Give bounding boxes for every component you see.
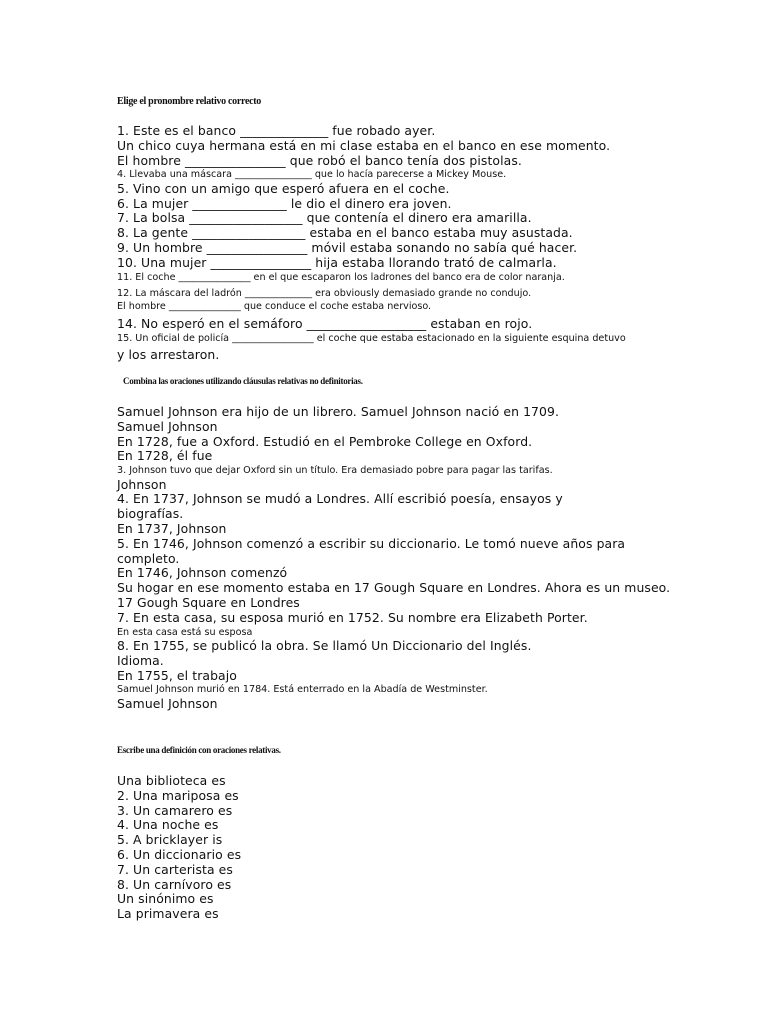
exercise-line: 7. Un carterista es (117, 861, 233, 877)
exercise-line: En 1746, Johnson comenzó (117, 565, 288, 581)
exercise-line: 15. Un oficial de policía _________________ el coche que estaba estacionado en la siguiente esquina detuvo (117, 332, 626, 344)
exercise-line: 1. Este es el banco ______________ fue robado ayer. (117, 123, 436, 138)
exercise-line: completo. (117, 550, 180, 566)
exercise-line: 4. En 1737, Johnson se mudó a Londres. Allí escribió poesía, ensayos y (117, 491, 563, 507)
exercise-line: 8. La gente __________________ estaba en el banco estaba muy asustada. (117, 225, 573, 241)
exercise-line: 10. Una mujer ________________ hija estaba llorando trató de calmarla. (117, 254, 557, 270)
exercise-line: En 1728, fue a Oxford. Estudió en el Pembroke College en Oxford. (117, 433, 533, 449)
exercise-line: En 1728, él fue (117, 448, 213, 464)
exercise-line: Un chico cuya hermana está en mi clase estaba en el banco en ese momento. (117, 137, 611, 153)
exercise-line: Samuel Johnson murió en 1784. Está enterrado en la Abadía de Westminster. (117, 684, 488, 696)
exercise-line: 4. Llevaba una máscara ________________ que lo hacía parecerse a Mickey Mouse. (117, 169, 507, 181)
exercise-list-relative-pronoun (117, 124, 626, 363)
exercise-line: 8. En 1755, se publicó la obra. Se llamó Un Diccionario del Inglés. (117, 637, 532, 653)
exercise-line: 3. Johnson tuvo que dejar Oxford sin un título. Era demasiado pobre para pagar las tarifas. (117, 465, 553, 477)
section-heading-definitions: Escribe una definición con oraciones relativas. (117, 745, 281, 755)
exercise-line: 2. Una mariposa es (117, 787, 239, 803)
exercise-line: 8. Un carnívoro es (117, 876, 232, 892)
section-heading-combine-sentences: Combina las oraciones utilizando cláusulas relativas no definitorias. (123, 376, 363, 386)
exercise-line: 12. La máscara del ladrón ______________ era obviously demasiado grande no condujo. (117, 287, 532, 299)
exercise-line: El hombre ________________ que robó el banco tenía dos pistolas. (117, 152, 522, 168)
exercise-line: Samuel Johnson (117, 695, 218, 711)
section-heading-relative-pronoun: Elige el pronombre relativo correcto (117, 96, 261, 107)
exercise-line: El hombre _______________ que conduce el coche estaba nervioso. (117, 301, 432, 313)
exercise-line: En 1755, el trabajo (117, 667, 237, 683)
exercise-line: 14. No esperó en el semáforo ___________________ estaban en rojo. (117, 315, 533, 331)
exercise-line: Su hogar en ese momento estaba en 17 Gough Square en Londres. Ahora es un museo. (117, 580, 671, 596)
exercise-line: En 1737, Johnson (117, 520, 227, 536)
exercise-line: 4. Una noche es (117, 817, 219, 833)
exercise-line: Un sinónimo es (117, 891, 214, 907)
exercise-line: Samuel Johnson (117, 418, 218, 434)
exercise-line: Una biblioteca es (117, 773, 226, 788)
exercise-line: La primavera es (117, 906, 219, 922)
exercise-line: 5. Vino con un amigo que esperó afuera en el coche. (117, 180, 450, 196)
exercise-line: Idioma. (117, 652, 164, 668)
exercise-line: Samuel Johnson era hijo de un librero. Samuel Johnson nació en 1709. (117, 404, 560, 419)
exercise-line: 5. En 1746, Johnson comenzó a escribir su diccionario. Le tomó nueve años para (117, 535, 626, 551)
exercise-line: 6. La mujer _______________ le dio el dinero era joven. (117, 195, 452, 211)
exercise-line: 7. En esta casa, su esposa murió en 1752. Su nombre era Elizabeth Porter. (117, 609, 588, 625)
exercise-line: y los arrestaron. (117, 347, 220, 362)
exercise-list-definitions (117, 774, 241, 922)
exercise-line: 7. La bolsa __________________ que contenía el dinero era amarilla. (117, 210, 532, 226)
exercise-line: 6. Un diccionario es (117, 846, 242, 862)
exercise-line: biografías. (117, 506, 184, 522)
exercise-line: En esta casa está su esposa (117, 626, 253, 638)
exercise-line: 11. El coche _______________ en el que escaparon los ladrones del banco era de color naranja. (117, 271, 565, 283)
exercise-line: Johnson (117, 476, 167, 492)
exercise-line: 5. A bricklayer is (117, 832, 223, 848)
exercise-list-combine-sentences (117, 405, 670, 712)
exercise-line: 17 Gough Square en Londres (117, 594, 300, 610)
exercise-line: 9. Un hombre ________________ móvil estaba sonando no sabía qué hacer. (117, 239, 578, 255)
exercise-line: 3. Un camarero es (117, 802, 233, 818)
